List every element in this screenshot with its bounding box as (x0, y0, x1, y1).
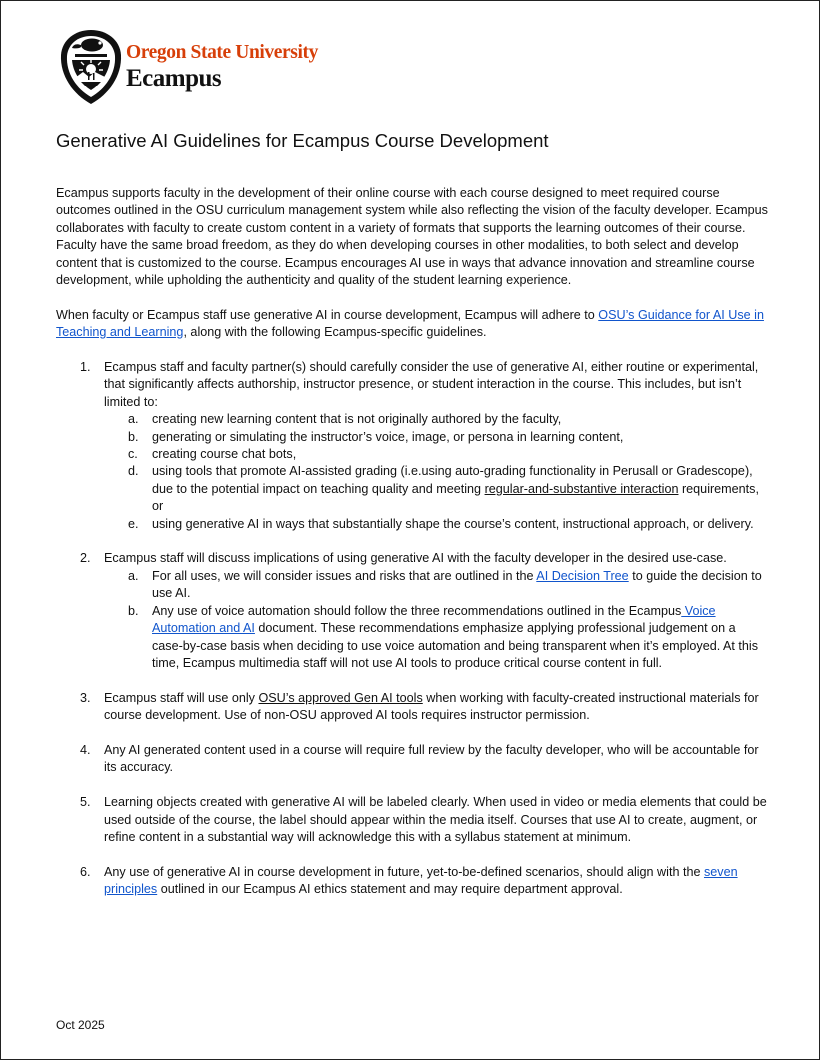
regular-substantive-interaction-link[interactable]: regular-and-substantive interaction (484, 481, 679, 496)
list-number: 1. (80, 360, 91, 375)
guideline-text: Any AI generated content used in a course will require full review by the faculty developer, who will be accountable for its accuracy. (104, 742, 759, 775)
guideline-item-4 (56, 742, 768, 777)
guideline-item-6 (56, 864, 768, 899)
guideline-text-after: when working with faculty-created instructional materials for course development. Use of non-OSU approved AI tools requires instructor permission. (104, 690, 759, 723)
sub-list (104, 568, 768, 672)
guideline-item-1 (56, 359, 768, 533)
sub-letter: c. (128, 447, 138, 462)
list-number: 3. (80, 690, 91, 705)
sub-item-b (104, 429, 768, 446)
sub-letter: a. (128, 412, 139, 427)
sub-item-text-before: using tools that promote AI-assisted grading (i.e.using auto-grading functionality in Perusall or Gradescope), due to the potential impact on teaching quality and meeting (152, 464, 753, 496)
list-number: 6. (80, 864, 91, 879)
sub-item-text: creating course chat bots, (152, 447, 297, 462)
sub-item-a (104, 568, 768, 603)
adherence-text-after: , along with the following Ecampus-specific guidelines. (183, 325, 487, 340)
document-title: Generative AI Guidelines for Ecampus Course Development (56, 130, 549, 151)
sub-item-a (104, 411, 768, 428)
guideline-text-before: Any use of generative AI in course development in future, yet-to-be-defined scenarios, should align with the (104, 864, 704, 879)
university-wordmark: Oregon State University (126, 42, 318, 63)
sub-list (104, 411, 768, 533)
adherence-paragraph (56, 307, 768, 342)
ai-decision-tree-link[interactable]: AI Decision Tree (536, 568, 629, 583)
voice-automation-link[interactable]: Voice Automation and AI (152, 603, 716, 636)
sub-item-text-before: For all uses, we will consider issues and risks that are outlined in the (152, 568, 537, 583)
guideline-text-after: outlined in our Ecampus AI ethics statement and may require department approval. (157, 882, 623, 897)
osu-ai-guidance-link[interactable]: OSU’s Guidance for AI Use in Teaching and Learning (56, 307, 764, 340)
guideline-item-2 (56, 550, 768, 672)
guideline-text-before: Ecampus staff will use only (104, 690, 259, 705)
guideline-item-3 (56, 690, 768, 725)
sub-item-text: generating or simulating the instructor’s voice, image, or persona in learning content, (152, 429, 624, 444)
list-number: 5. (80, 795, 91, 810)
sub-item-c (104, 446, 768, 463)
approved-ai-tools-link[interactable]: OSU’s approved Gen AI tools (258, 690, 423, 705)
document-body (56, 129, 768, 916)
logo (59, 28, 319, 106)
intro-paragraph: Ecampus supports faculty in the development of their online course with each course designed to meet required course outcomes outlined in the OSU curriculum management system while also reflecting the vision of the faculty developer. Ecampus collaborates with faculty to create custom content in a variety of formats that supports the learning outcomes of their course. Faculty have the same broad freedom, as they do when developing courses in other modalities, to both select and develop content that is customized to the course. Ecampus encourages AI use in ways that advance innovation and streamline course development, while upholding the authenticity and quality of the student learning experience. (56, 186, 768, 288)
sub-item-d (104, 463, 768, 515)
adherence-text-before: When faculty or Ecampus staff use generative AI in course development, Ecampus will adhere to (56, 307, 599, 322)
sub-item-text-after: to guide the decision to use AI. (152, 568, 762, 601)
seven-principles-link[interactable]: seven principles (104, 864, 738, 897)
sub-item-text: using generative AI in ways that substantially shape the course’s content, instructional approach, or delivery. (152, 516, 754, 531)
sub-item-text-before: Any use of voice automation should follow the three recommendations outlined in the Ecampus (152, 603, 682, 618)
osu-beaver-seal-icon (59, 28, 123, 106)
sub-letter: d. (128, 464, 139, 479)
list-number: 2. (80, 551, 91, 566)
ecampus-wordmark: Ecampus (126, 65, 222, 92)
sub-item-text-after: requirements, or (152, 481, 759, 514)
sub-item-b (104, 603, 768, 673)
footer-date: Oct 2025 (56, 1018, 105, 1032)
guideline-text: Learning objects created with generative AI will be labeled clearly. When used in video or media elements that could be used outside of the course, the label should appear within the media itself. Courses that use AI to create, augment, or refine content in a substantial way will acknowledge this with a syllabus statement at minimum. (104, 795, 767, 844)
sub-item-e (104, 516, 768, 533)
sub-item-text-after: document. These recommendations emphasize applying professional judgement on a case-by-case basis when deciding to use voice automation and being transparent when it’s employed. At this time, Ecampus multimedia staff will not use AI tools to produce critical course content in full. (152, 621, 759, 670)
sub-letter: b. (128, 603, 139, 618)
sub-letter: e. (128, 516, 139, 531)
guideline-text: Ecampus staff and faculty partner(s) should carefully consider the use of generative AI, either routine or experimental, that significantly affects authorship, instructor presence, or student interaction in the course. This includes, but isn’t limited to: (104, 360, 759, 409)
sub-letter: b. (128, 429, 139, 444)
list-number: 4. (80, 742, 91, 757)
sub-item-text: creating new learning content that is not originally authored by the faculty, (152, 412, 562, 427)
guideline-text: Ecampus staff will discuss implications of using generative AI with the faculty developer in the desired use-case. (104, 551, 727, 566)
guidelines-list (56, 359, 768, 899)
guideline-item-5 (56, 794, 768, 846)
sub-letter: a. (128, 568, 139, 583)
